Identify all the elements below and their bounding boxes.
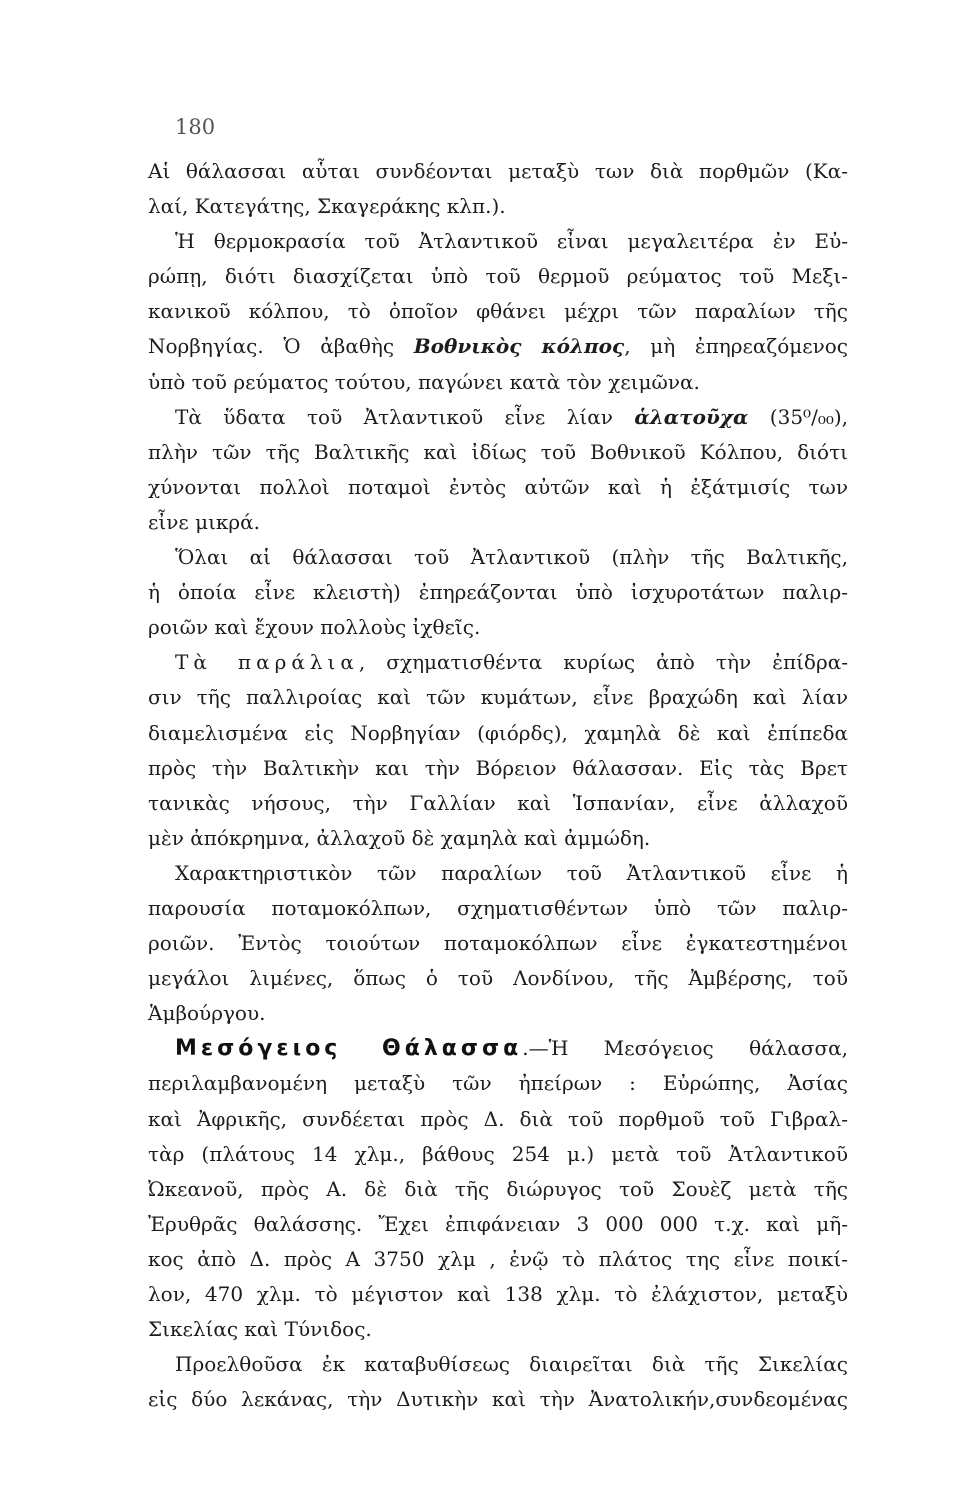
text-line [148, 1066, 848, 1101]
text-segment: εἶνε μικρά. [148, 509, 261, 534]
text-segment: τὰρ (πλάτους 14 χλμ., βάθους 254 μ.) μετὰ τοῦ Ἀτλαντικοῦ [148, 1141, 848, 1166]
text-segment: πλὴν τῶν τῆς Βαλτικῆς καὶ ἰδίως τοῦ Βοθνικοῦ Κόλπου, διότι [148, 439, 848, 464]
text-line [148, 540, 848, 575]
text-segment: , σχηματισθέντα κυρίως ἀπὸ τὴν ἐπίδρα- [358, 650, 848, 675]
text-line [148, 154, 848, 189]
body-text [148, 154, 848, 1417]
text-line [148, 1102, 848, 1137]
text-line [148, 575, 848, 610]
text-segment: ἡ ὁποία εἶνε κλειστὴ) ἐπηρεάζονται ὑπὸ ἰσχυροτάτων παλιρ- [148, 580, 848, 605]
text-line [148, 786, 848, 821]
text-segment: λαί, Κατεγάτης, Σκαγεράκης κλπ.). [148, 194, 506, 219]
text-segment: Ὅλαι αἱ θάλασσαι τοῦ Ἀτλαντικοῦ (πλὴν τῆς Βαλτικῆς, [175, 545, 848, 570]
text-segment: Σικελίας καὶ Τύνιδος. [148, 1317, 372, 1342]
text-segment: μεγάλοι λιμένες, ὅπως ὁ τοῦ Λονδίνου, τῆς Ἀμβέρσης, τοῦ [148, 966, 848, 991]
text-segment: Χαρακτηριστικὸν τῶν παραλίων τοῦ Ἀτλαντικοῦ εἶνε ἡ [175, 860, 848, 885]
text-line [148, 1137, 848, 1172]
text-line [148, 961, 848, 996]
text-line [148, 505, 848, 540]
text-line [148, 1382, 848, 1417]
text-line [148, 365, 848, 400]
text-segment: ροιῶν. Ἐντὸς τοιούτων ποταμοκόλπων εἶνε ἐγκατεστημένοι [148, 931, 848, 956]
text-line [148, 680, 848, 715]
text-segment: χύνονται πολλοὶ ποταμοὶ ἐντὸς αὐτῶν καὶ ἡ ἐξάτμισίς των [148, 474, 848, 499]
text-line [148, 189, 848, 224]
text-line [148, 716, 848, 751]
text-segment: Ὠκεανοῦ, πρὸς Α. δὲ διὰ τῆς διώρυγος τοῦ Σουὲζ μετὰ τῆς [148, 1176, 848, 1201]
text-segment: σιν τῆς παλλιροίας καὶ τῶν κυμάτων, εἶνε βραχώδη καὶ λίαν [148, 685, 848, 710]
text-segment: Τὰ ὕδατα τοῦ Ἀτλαντικοῦ εἶνε λίαν [175, 404, 635, 429]
text-segment: κος ἀπὸ Δ. πρὸς Α 3750 χλμ , ἐνῷ τὸ πλάτος της εἶνε ποικί- [148, 1246, 848, 1271]
text-segment: Ἡ θερμοκρασία τοῦ Ἀτλαντικοῦ εἶναι μεγαλειτέρα ἐν Εὐ- [175, 229, 848, 254]
page-number: 180 [175, 115, 216, 139]
text-segment: Προελθοῦσα ἐκ καταβυθίσεως διαιρεῖται διὰ τῆς Σικελίας [175, 1352, 848, 1377]
text-segment: μὲν ἀπόκρημνα, ἀλλαχοῦ δὲ χαμηλὰ καὶ ἀμμώδη. [148, 825, 651, 850]
emphasis-text: Βοθνικὸς κόλπος [413, 334, 625, 359]
text-segment: ὑπὸ τοῦ ρεύματος τούτου, παγώνει κατὰ τὸν χειμῶνα. [148, 369, 700, 394]
text-segment: λον, 470 χλμ. τὸ μέγιστον καὶ 138 χλμ. τὸ ἐλάχιστον, μεταξὺ [148, 1282, 848, 1306]
text-line [148, 926, 848, 961]
text-segment: ροιῶν καὶ ἔχουν πολλοὺς ἰχθεῖς. [148, 615, 481, 640]
text-line [148, 1172, 848, 1207]
text-line [148, 259, 848, 294]
text-line [148, 645, 848, 680]
text-line [148, 470, 848, 505]
text-segment: παρουσία ποταμοκόλπων, σχηματισθέντων ὑπὸ τῶν παλιρ- [148, 895, 848, 920]
text-segment: Νορβηγίας. Ὁ ἀβαθὴς [148, 334, 414, 359]
text-segment: περιλαμβανομένη μεταξὺ τῶν ἠπείρων : Εὐρώπης, Ἀσίας [148, 1071, 848, 1096]
text-line [148, 1207, 848, 1242]
text-segment: διαμελισμένα εἰς Νορβηγίαν (φιόρδς), χαμηλὰ δὲ καὶ ἐπίπεδα [148, 720, 848, 745]
section-heading: Μεσόγειος Θάλασσα [175, 1036, 523, 1062]
text-segment: πρὸς τὴν Βαλτικὴν και τὴν Βόρειον θάλασσαν. Εἰς τὰς Βρετ [148, 755, 848, 780]
text-segment: Ἁμβούργου. [148, 1001, 266, 1026]
text-segment: , μὴ ἐπηρεαζόμενος [624, 334, 849, 359]
emphasis-text: Τὰ παράλια [175, 650, 359, 675]
text-line [148, 329, 848, 364]
text-segment: καὶ Ἀφρικῆς, συνδέεται πρὸς Δ. διὰ τοῦ πορθμοῦ τοῦ Γιβραλ- [148, 1106, 848, 1131]
text-line [148, 435, 848, 470]
text-line [148, 224, 848, 259]
text-segment: (35⁰/₀₀), [748, 404, 849, 429]
text-segment: εἰς δύο λεκάνας, τὴν Δυτικὴν καὶ τὴν Ἀνατολικήν,συνδεομένας [148, 1387, 848, 1412]
text-segment: Αἱ θάλασσαι αὗται συνδέονται μεταξὺ των διὰ πορθμῶν (Κα- [148, 159, 848, 183]
text-line [148, 996, 848, 1031]
emphasis-text: ἁλατοῦχα [634, 404, 749, 429]
text-segment: .—Ἡ Μεσόγειος θάλασσα, [522, 1036, 848, 1061]
text-segment: ρώπῃ, διότι διασχίζεται ὑπὸ τοῦ θερμοῦ ρεύματος τοῦ Μεξι- [148, 264, 848, 289]
text-segment: Ἐρυθρᾶς θαλάσσης. Ἔχει ἐπιφάνειαν 3 000 000 τ.χ. καὶ μῆ- [148, 1211, 848, 1236]
text-line [148, 1242, 848, 1277]
text-line [148, 856, 848, 891]
text-line [148, 1277, 848, 1312]
text-line [148, 1312, 848, 1347]
text-line [148, 751, 848, 786]
text-line [148, 294, 848, 329]
text-line [148, 400, 848, 435]
text-line [148, 1347, 848, 1382]
text-line [148, 610, 848, 645]
text-segment: κανικοῦ κόλπου, τὸ ὁποῖον φθάνει μέχρι τῶν παραλίων τῆς [148, 299, 848, 324]
text-segment: τανικὰς νήσους, τὴν Γαλλίαν καὶ Ἱσπανίαν, εἶνε ἀλλαχοῦ [148, 790, 848, 815]
text-line [148, 891, 848, 926]
text-line [148, 821, 848, 856]
text-line [148, 1031, 848, 1066]
